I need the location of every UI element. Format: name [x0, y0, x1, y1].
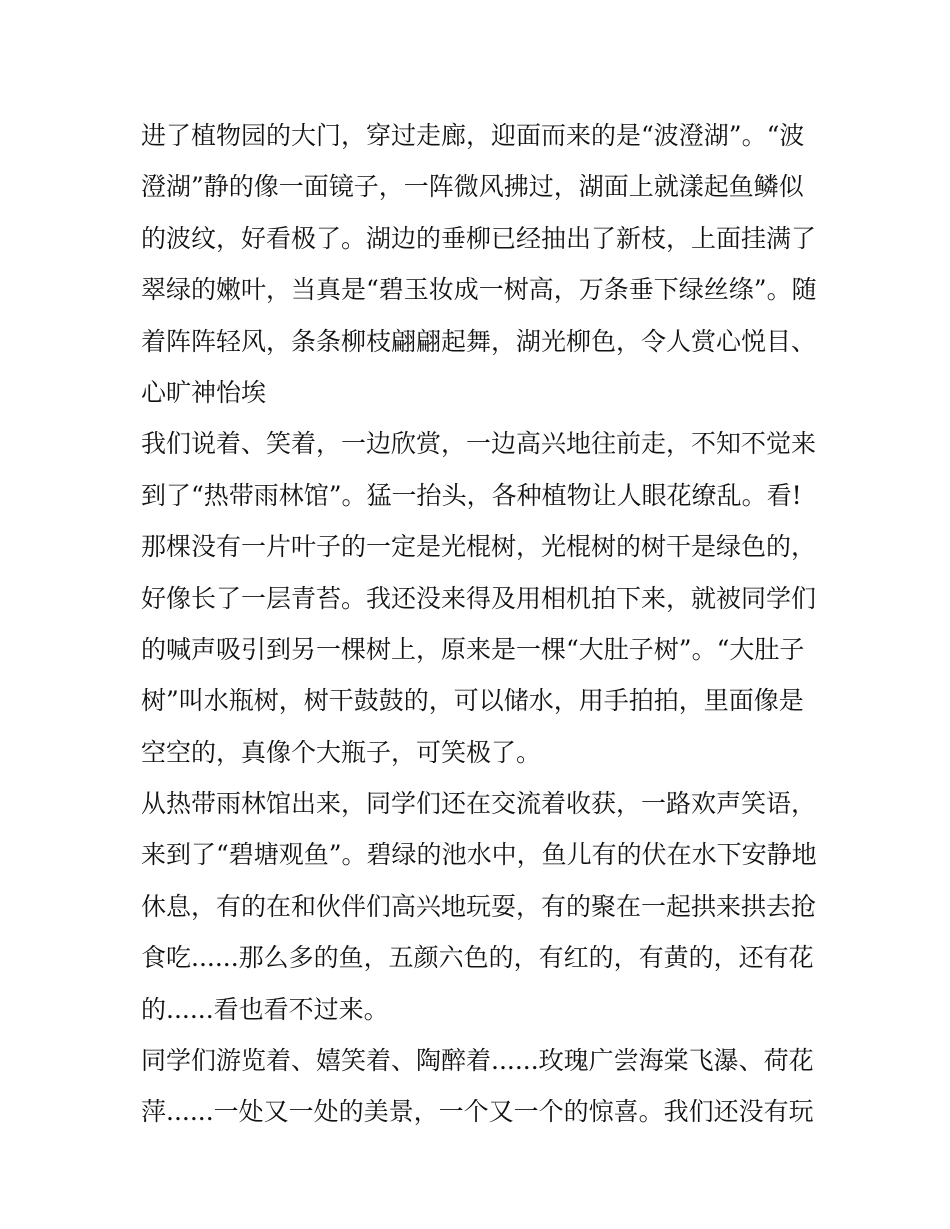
text-line: 从热带雨林馆出来，同学们还在交流着收获，一路欢声笑语， — [141, 789, 817, 819]
text-line: 同学们游览着、嬉笑着、陶醉着......玫瑰广尝海棠飞瀑、荷花 — [141, 1046, 814, 1076]
paragraph-rainforest — [141, 418, 817, 778]
text-line: 澄湖”静的像一面镜子，一阵微风拂过，湖面上就漾起鱼鳞似 — [141, 172, 804, 202]
text-line: 那棵没有一片叶子的一定是光棍树，光棍树的树干是绿色的， — [141, 532, 817, 562]
text-line: 树”叫水瓶树，树干鼓鼓的，可以储水，用手拍拍，里面像是 — [141, 686, 804, 716]
text-line: 的喊声吸引到另一棵树上，原来是一棵“大肚子树”。“大肚子 — [141, 634, 805, 664]
text-line: 着阵阵轻风，条条柳枝翩翩起舞，湖光柳色，令人赏心悦目、 — [141, 326, 817, 356]
text-line: 萍......一处又一处的美景，一个又一个的惊喜。我们还没有玩 — [141, 1097, 814, 1127]
text-line: 食吃......那么多的鱼，五颜六色的，有红的，有黄的，还有花 — [141, 943, 814, 973]
text-line: 的......看也看不过来。 — [141, 994, 389, 1024]
text-line: 进了植物园的大门，穿过走廊，迎面而来的是“波澄湖”。“波 — [141, 121, 805, 150]
paragraph-fish-pond — [141, 778, 817, 1035]
document-body — [141, 110, 817, 1138]
paragraph-sights — [141, 1035, 813, 1138]
text-line: 休息，有的在和伙伴们高兴地玩耍，有的聚在一起拱来拱去抢 — [141, 891, 817, 921]
text-line: 到了“热带雨林馆”。猛一抬头，各种植物让人眼花缭乱。看! — [141, 480, 802, 510]
text-line: 好像长了一层青苔。我还没来得及用相机拍下来，就被同学们 — [141, 583, 817, 613]
text-line: 来到了“碧塘观鱼”。碧绿的池水中，鱼儿有的伏在水下安静地 — [141, 840, 817, 870]
text-line: 我们说着、笑着，一边欣赏，一边高兴地往前走，不知不觉来 — [141, 429, 817, 459]
text-line: 的波纹，好看极了。湖边的垂柳已经抽出了新枝，上面挂满了 — [141, 223, 817, 253]
text-line: 心旷神怡埃 — [141, 377, 267, 407]
paragraph-lake — [141, 110, 817, 418]
text-line: 翠绿的嫩叶，当真是“碧玉妆成一树高，万条垂下绿丝绦”。随 — [141, 275, 817, 305]
text-line: 空空的，真像个大瓶子，可笑极了。 — [141, 737, 542, 767]
